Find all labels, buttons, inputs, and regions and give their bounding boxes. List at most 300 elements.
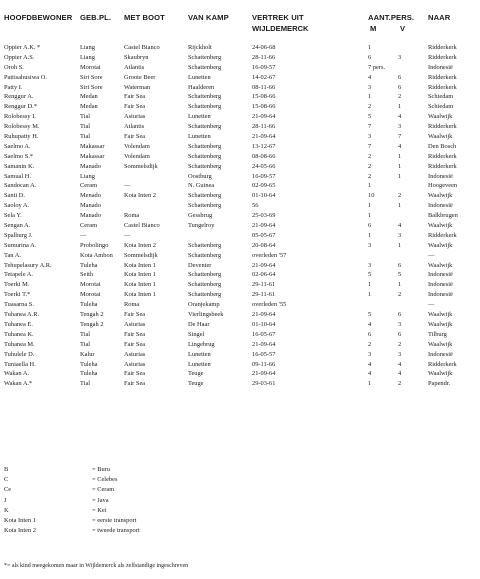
cell-vrouwen: 3 [398,320,402,328]
cell-kamp: Schattenberg [188,103,222,111]
cell-vertrek: 21-09-64 [252,133,276,141]
cell-vertrek: 08-11-66 [252,83,276,91]
cell-hoofdbewoner: Tuhulele D. [4,350,35,358]
cell-naar: Indonesië [428,172,453,180]
cell-kamp: Schattenberg [188,93,222,101]
cell-boot: — [124,182,131,190]
cell-geboorteplaats: — [80,231,87,239]
cell-vrouwen: 1 [398,172,402,180]
cell-hoofdbewoner: Tuhanea E. [4,320,33,328]
cell-boot: Kota Inten 2 [124,192,156,200]
cell-boot: Volendam [124,152,150,160]
cell-naar: Indonesië [428,291,453,299]
cell-kamp: Lunetten [188,350,211,358]
cell-vertrek: 56 [252,202,259,210]
cell-vrouwen: 5 [398,271,402,279]
cell-kamp: Teuge [188,370,204,378]
cell-naar: Den Bosch [428,142,457,150]
cell-boot: Volendam [124,142,150,150]
legend [0,465,480,536]
cell-mannen: 1 [368,182,372,190]
cell-vrouwen: 4 [398,360,402,368]
header-vertrek-line2: WIJLDEMERCK [252,24,309,33]
cell-vrouwen: 3 [398,231,402,239]
cell-geboorteplaats: Menado [80,192,101,200]
cell-vrouwen: 1 [398,241,402,249]
table-row [0,231,480,241]
cell-naar: Schiedam [428,103,454,111]
cell-hoofdbewoner: Saoloy A. [4,202,30,210]
cell-kamp: Oranjekamp [188,301,220,309]
cell-hoofdbewoner: Samual H. [4,172,31,180]
cell-mannen: 5 [368,113,372,121]
cell-mannen: 3 [368,261,372,269]
cell-geboorteplaats: Probolingo [80,241,109,249]
cell-kamp: Schattenberg [188,192,222,200]
cell-mannen: 4 [368,320,372,328]
cell-vertrek: 08-08-66 [252,152,276,160]
cell-hoofdbewoner: Pattisahusiwa O. [4,73,47,81]
cell-boot: Skaubryn [124,53,149,61]
header-hoofdbewoner: HOOFDBEWONER [4,13,73,22]
cell-vrouwen: 6 [398,261,402,269]
cell-vrouwen: 6 [398,330,402,338]
cell-hoofdbewoner: Ruhupatty H. [4,133,39,141]
cell-kamp: Gessbrug [188,212,213,220]
table-row [0,53,480,63]
cell-hoofdbewoner: Saelmo S.* [4,152,34,160]
cell-hoofdbewoner: Sengan A. [4,222,31,230]
cell-vrouwen: 2 [398,380,402,388]
cell-vertrek: 20-08-64 [252,241,276,249]
cell-naar: Indonesië [428,202,453,210]
cell-vertrek: 28-11-66 [252,123,276,131]
cell-mannen: 1 [368,44,372,51]
cell-naar: Waalwijk [428,370,453,378]
table-row [0,181,480,191]
cell-kamp: Schattenberg [188,123,222,131]
cell-vertrek: 25-03-69 [252,212,276,220]
cell-vertrek: 15-08-66 [252,93,276,101]
cell-geboorteplaats: Tuleha [80,301,98,309]
cell-vertrek: 24-05-66 [252,162,276,170]
cell-boot: Roma [124,301,140,309]
cell-mannen: 6 [368,222,372,230]
cell-mannen: 1 [368,380,372,388]
cell-geboorteplaats: Tial [80,340,91,348]
cell-boot: Kota Inten 1 [124,281,156,289]
cell-boot: Fair Sea [124,103,146,111]
table-row [0,201,480,211]
cell-boot: Atlantis [124,63,145,71]
cell-boot: Atlantis [124,123,145,131]
cell-boot: Fair Sea [124,380,146,388]
resident-table [0,43,480,389]
header-naar: NAAR [428,13,451,22]
cell-mannen: 1 [368,231,372,239]
cell-geboorteplaats: Medan [80,103,98,111]
cell-kamp: Schattenberg [188,142,222,150]
cell-naar: Waalwijk [428,261,453,269]
table-row [0,142,480,152]
cell-hoofdbewoner: Oppier A.K. * [4,44,41,51]
cell-vertrek: 21-09-64 [252,311,276,319]
cell-kamp: Vierlingsbeek [188,311,224,319]
cell-hoofdbewoner: Rolobessy M. [4,123,40,131]
cell-vertrek: 16-09-57 [252,172,276,180]
cell-naar: Indonesië [428,281,453,289]
cell-hoofdbewoner: Renggur D.* [4,103,38,111]
cell-vertrek: 29-03-61 [252,380,276,388]
cell-hoofdbewoner: Toerki T.* [4,291,31,299]
cell-vertrek: 09-11-66 [252,360,276,368]
cell-boot: Asturias [124,320,146,328]
cell-hoofdbewoner: Wakan A.* [4,380,33,388]
cell-geboorteplaats: Morotai [80,281,101,289]
cell-mannen: 1 [368,212,372,220]
cell-vertrek: 13-12-67 [252,142,276,150]
cell-geboorteplaats: Liang [80,44,95,51]
cell-vertrek: 21-09-64 [252,370,276,378]
cell-vertrek: 16-05-57 [252,350,276,358]
cell-hoofdbewoner: Tuhanea A.R. [4,311,40,319]
cell-naar: Waalwijk [428,113,453,121]
cell-mannen: 3 [368,133,372,141]
legend-value: = Kei [92,506,107,514]
footnote: *= als kind meegekomen maar in Wijldemerck als zelfstandige ingeschreven [4,563,189,569]
cell-boot: Fair Sea [124,370,146,378]
cell-naar: Tilburg [428,330,447,338]
cell-hoofdbewoner: Tuasarna S. [4,301,34,309]
cell-vrouwen: 1 [398,162,402,170]
cell-hoofdbewoner: Sumurina A. [4,241,37,249]
cell-boot: Kota Inten 1 [124,291,156,299]
cell-vrouwen: 6 [398,83,402,91]
legend-key: B [4,466,9,473]
cell-naar: — [428,251,435,259]
cell-hoofdbewoner: Tuniaella H. [4,360,36,368]
cell-mannen: 2 [368,103,372,111]
cell-kamp: Lunetten [188,113,211,121]
legend-item [0,526,480,536]
cell-naar: Ridderkerk [428,360,457,368]
cell-vertrek: 21-09-64 [252,113,276,121]
cell-geboorteplaats: Tuleha [80,360,98,368]
cell-vertrek: 02-09-65 [252,182,276,190]
cell-hoofdbewoner: Sela Y. [4,212,22,220]
table-row [0,152,480,162]
cell-mannen: 7 [368,142,372,150]
cell-kamp: Schattenberg [188,241,222,249]
table-row [0,300,480,310]
table-row [0,112,480,122]
cell-geboorteplaats: Tial [80,123,91,131]
cell-geboorteplaats: Makassar [80,152,105,160]
table-row [0,241,480,251]
table-row [0,290,480,300]
cell-geboorteplaats: Siri Sore [80,73,103,81]
cell-geboorteplaats: Tuleha [80,370,98,378]
cell-vrouwen: 3 [398,123,402,131]
table-row [0,340,480,350]
cell-kamp: Schattenberg [188,63,222,71]
cell-hoofdbewoner: Rolobessy I. [4,113,36,121]
legend-value: = tweede transport [92,527,140,535]
legend-key: Kota Inten 2 [4,527,36,535]
table-row [0,350,480,360]
cell-geboorteplaats: Kota Ambon [80,251,113,259]
cell-geboorteplaats: Siri Sore [80,83,103,91]
cell-naar: Waalwijk [428,241,453,249]
cell-naar: Waalwijk [428,192,453,200]
cell-naar: Indonesië [428,63,453,71]
table-row [0,172,480,182]
cell-vrouwen: 3 [398,350,402,358]
table-row [0,221,480,231]
cell-hoofdbewoner: Tan A. [4,251,21,259]
cell-mannen: 1 [368,291,372,299]
table-row [0,369,480,379]
cell-vrouwen: 2 [398,192,402,200]
cell-boot: Sommelsdijk [124,162,158,170]
table-row [0,379,480,389]
cell-naar: Ridderkerk [428,44,457,51]
cell-boot: Fair Sea [124,133,146,141]
cell-mannen: 5 [368,271,372,279]
table-row [0,360,480,370]
cell-vertrek: 16-09-57 [252,63,276,71]
cell-kamp: De Haar [188,320,210,328]
table-row [0,280,480,290]
cell-vrouwen: 2 [398,93,402,101]
cell-geboorteplaats: Tengah 2 [80,311,104,319]
legend-item [0,465,480,475]
cell-vrouwen: 4 [398,222,402,230]
table-row [0,211,480,221]
cell-geboorteplaats: Tial [80,133,91,141]
table-row [0,73,480,83]
cell-geboorteplaats: Tuleha [80,261,98,269]
cell-naar: Indonesië [428,271,453,279]
cell-naar: Ridderkerk [428,53,457,61]
cell-mannen: 2 [368,340,372,348]
cell-naar: Waalwijk [428,311,453,319]
cell-mannen: 2 [368,172,372,180]
cell-hoofdbewoner: Samanin K. [4,162,35,170]
table-row [0,251,480,261]
header-geboorteplaats: GEB.PL. [80,13,112,22]
cell-mannen: 10 [368,192,375,200]
cell-hoofdbewoner: Wakan A. [4,370,30,378]
cell-vrouwen: 1 [398,152,402,160]
cell-mannen: 3 [368,350,372,358]
cell-kamp: Deventer [188,261,212,269]
cell-vrouwen: 4 [398,142,402,150]
cell-geboorteplaats: Manado [80,202,101,210]
cell-naar: Ridderkerk [428,123,457,131]
cell-geboorteplaats: Makassar [80,142,105,150]
cell-boot: Asturias [124,350,146,358]
table-row [0,83,480,93]
table-row [0,310,480,320]
cell-mannen: 4 [368,370,372,378]
cell-vertrek: overleden '57 [252,251,287,259]
cell-hoofdbewoner: Toerki M. [4,281,30,289]
cell-vrouwen: 1 [398,281,402,289]
legend-key: Kota Inten 1 [4,516,36,524]
cell-boot: Castel Bianco [124,222,160,230]
header-mannen: M [370,24,377,33]
cell-mannen: 3 [368,83,372,91]
cell-kamp: Oostburg [188,172,212,180]
cell-geboorteplaats: Tengah 2 [80,320,104,328]
legend-item [0,496,480,506]
cell-boot: Roma [124,212,140,220]
table-row [0,92,480,102]
legend-value: = eerste transport [92,516,137,524]
cell-kamp: Schattenberg [188,152,222,160]
cell-kamp: Haalderen [188,83,215,91]
cell-boot: Fair Sea [124,93,146,101]
table-row [0,330,480,340]
table-row [0,63,480,73]
cell-hoofdbewoner: Oppier A.S. [4,53,35,61]
cell-kamp: Lunetten [188,133,211,141]
cell-vrouwen: 2 [398,340,402,348]
cell-hoofdbewoner: Tuhanea K. [4,330,34,338]
cell-naar: Schiedam [428,93,454,101]
cell-naar: Papendr. [428,380,451,388]
cell-naar: Ridderkerk [428,73,457,81]
cell-naar: Ridderkerk [428,162,457,170]
header-vertrek-line1: VERTREK UIT [252,13,304,22]
cell-vertrek: 21-09-64 [252,340,276,348]
cell-naar: Waalwijk [428,320,453,328]
table-row [0,261,480,271]
cell-vertrek: overleden '55 [252,301,287,309]
cell-hoofdbewoner: Saelmo A. [4,142,31,150]
cell-kamp: Lingebrug [188,340,215,348]
cell-boot: Kota Inten 1 [124,271,156,279]
cell-kamp: Singel [188,330,205,338]
cell-vrouwen: 2 [398,291,402,299]
cell-boot: Asturias [124,113,146,121]
cell-geboorteplaats: Manado [80,212,101,220]
cell-mannen: 6 [368,53,372,61]
cell-geboorteplaats: Morotai [80,63,101,71]
cell-vertrek: 05-05-67 [252,231,276,239]
cell-geboorteplaats: Tial [80,113,91,121]
legend-value: = Java [92,496,109,504]
legend-key: C [4,476,9,484]
cell-geboorteplaats: Ceram [80,222,98,230]
cell-geboorteplaats: Tial [80,330,91,338]
cell-mannen: 7 [368,123,372,131]
cell-naar: — [428,301,435,309]
cell-vrouwen: 3 [398,53,402,61]
cell-naar: Waalwijk [428,222,453,230]
legend-value: = Buru [92,466,110,473]
cell-kamp: Schattenberg [188,202,222,210]
legend-item [0,475,480,485]
cell-mannen: 7 pers. [368,63,386,71]
cell-boot: Waterman [124,83,151,91]
header-met-boot: MET BOOT [124,13,165,22]
cell-vertrek: 24-06-68 [252,44,276,51]
cell-kamp: Schattenberg [188,291,222,299]
cell-kamp: N. Guinea [188,182,215,190]
cell-geboorteplaats: Liang [80,172,95,180]
cell-vrouwen: 6 [398,311,402,319]
cell-hoofdbewoner: Renggur A. [4,93,34,101]
cell-vertrek: 28-11-66 [252,53,276,61]
header-aantal-personen: AANT.PERS. [368,13,415,22]
legend-key: Ce [4,486,12,494]
cell-vertrek: 01-10-64 [252,320,276,328]
cell-vrouwen: 6 [398,73,402,81]
cell-mannen: 1 [368,281,372,289]
table-row [0,132,480,142]
cell-geboorteplaats: Manado [80,162,101,170]
cell-kamp: Rijckholt [188,44,212,51]
cell-vrouwen: 1 [398,103,402,111]
header-vrouwen: V [400,24,406,33]
table-row [0,43,480,53]
cell-boot: — [124,231,131,239]
cell-kamp: Schattenberg [188,251,222,259]
cell-hoofdbewoner: Santi D. [4,192,25,200]
cell-geboorteplaats: Tial [80,380,91,388]
cell-kamp: Tungelroy [188,222,215,230]
cell-boot: Fair Sea [124,330,146,338]
cell-geboorteplaats: Morotai [80,291,101,299]
cell-hoofdbewoner: Oroh S. [4,63,24,71]
legend-value: = Celebes [92,476,118,484]
cell-vertrek: 29-11-61 [252,281,276,289]
cell-naar: Waalwijk [428,340,453,348]
cell-mannen: 4 [368,73,372,81]
cell-boot: Asturias [124,360,146,368]
cell-vertrek: 29-11-61 [252,291,276,299]
cell-vrouwen: 4 [398,370,402,378]
cell-vertrek: 16-05-67 [252,330,276,338]
cell-kamp: Schattenberg [188,162,222,170]
legend-item [0,516,480,526]
cell-boot: Castel Bianco [124,44,160,51]
table-row [0,122,480,132]
cell-vertrek: 01-10-64 [252,192,276,200]
cell-geboorteplaats: Ceram [80,182,98,190]
cell-boot: Fair Sea [124,311,146,319]
cell-hoofdbewoner: Patty I. [4,83,23,91]
table-row [0,270,480,280]
cell-mannen: 2 [368,152,372,160]
cell-boot: Kota Inten 1 [124,261,156,269]
legend-value: = Ceram [92,486,115,494]
cell-naar: Indonesië [428,350,453,358]
header-van-kamp: VAN KAMP [188,13,229,22]
cell-hoofdbewoner: Tehupelasury A.R. [4,261,52,269]
cell-geboorteplaats: Seith [80,271,94,279]
cell-naar: Ridderkerk [428,152,457,160]
cell-boot: Sommelsdijk [124,251,158,259]
cell-boot: Fair Sea [124,340,146,348]
cell-hoofdbewoner: Tetapele A. [4,271,34,279]
cell-mannen: 1 [368,202,372,210]
cell-vertrek: 15-08-66 [252,103,276,111]
legend-key: K [4,506,9,514]
cell-hoofdbewoner: Spalburg J. [4,231,33,239]
